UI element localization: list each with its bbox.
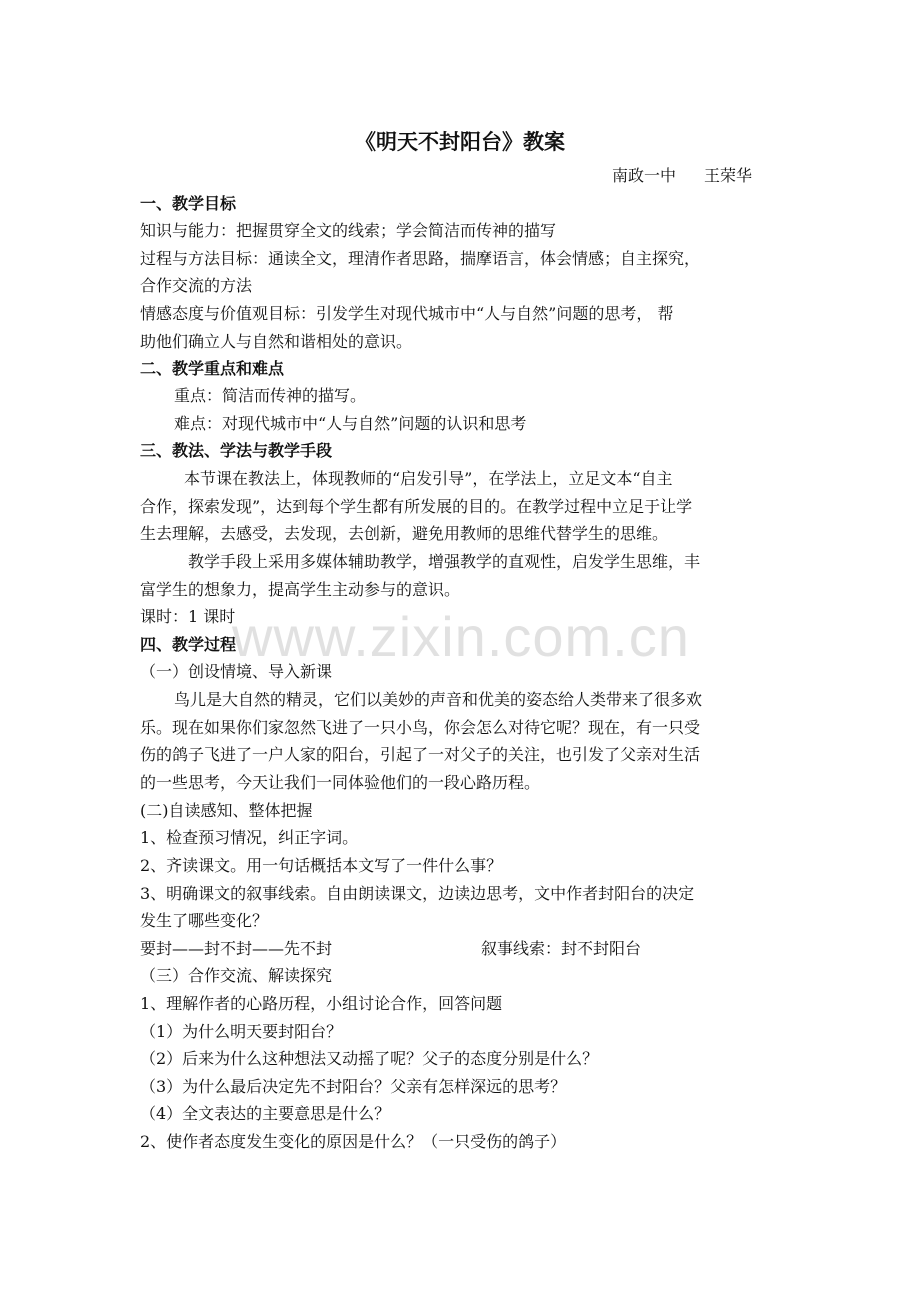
question-item: （3）为什么最后决定先不封阳台？父亲有怎样深远的思考？ [140, 1077, 567, 1096]
body-line: 重点：简洁而传神的描写。 [174, 386, 367, 405]
body-line: 3、明确课文的叙事线索。自由朗读课文，边读边思考，文中作者封阳台的决定 [140, 884, 695, 903]
body-line: 难点：对现代城市中“人与自然”问题的认识和思考 [174, 414, 527, 433]
author-line [612, 166, 812, 186]
body-line: 2、使作者态度发生变化的原因是什么？（一只受伤的鸽子） [140, 1132, 567, 1151]
subsection-heading: (二)自读感知、整体把握 [140, 801, 313, 820]
body-line: 本节课在教法上，体现教师的“启发引导”，在学法上，立足文本“自主 [184, 469, 673, 488]
body-line: 的一些思考，今天让我们一同体验他们的一段心路历程。 [140, 773, 541, 792]
watermark: www.zixin.com.cn [232, 605, 690, 668]
body-line: 乐。现在如果你们家忽然飞进了一只小鸟，你会怎么对待它呢？现在，有一只受 [140, 718, 701, 737]
body-line: 合作交流的方法 [140, 276, 253, 295]
body-line: 助他们确立人与自然和谐相处的意识。 [140, 332, 413, 351]
body-line: 2、齐读课文。用一句话概括本文写了一件什么事？ [140, 856, 503, 875]
subsection-heading: （一）创设情境、导入新课 [140, 662, 333, 681]
question-item: （1）为什么明天要封阳台？ [140, 1022, 343, 1041]
body-line: 1、检查预习情况，纠正字词。 [140, 828, 359, 847]
section-heading-3: 三、教法、学法与教学手段 [140, 441, 333, 460]
subsection-heading: （三）合作交流、解读探究 [140, 966, 333, 985]
section-heading-2: 二、教学重点和难点 [140, 359, 285, 378]
doc-title: 《明天不封阳台》教案 [355, 130, 565, 154]
author-name: 王荣华 [704, 166, 753, 185]
body-line: 合作，探索发现”，达到每个学生都有所发展的目的。在教学过程中立足于让学 [140, 497, 693, 516]
body-line: 要封——封不封——先不封 [140, 939, 333, 958]
narrative-clue: 叙事线索：封不封阳台 [481, 939, 642, 958]
body-line: 富学生的想象力，提高学生主动参与的意识。 [140, 580, 461, 599]
question-item: （4）全文表达的主要意思是什么？ [140, 1104, 391, 1123]
body-line: 伤的鸽子飞进了一户人家的阳台，引起了一对父子的关注，也引发了父亲对生活 [140, 745, 701, 764]
body-line: 1、理解作者的心路历程，小组讨论合作，回答问题 [140, 994, 503, 1013]
author-school: 南政一中 [612, 166, 677, 185]
body-line: 知识与能力：把握贯穿全文的线索；学会简洁而传神的描写 [140, 221, 557, 240]
body-line: 发生了哪些变化？ [140, 911, 269, 930]
class-hours: 课时：1 课时 [140, 607, 236, 626]
body-line: 生去理解，去感受，去发现，去创新，避免用教师的思维代替学生的思维。 [140, 524, 669, 543]
body-line: 情感态度与价值观目标：引发学生对现代城市中“人与自然”问题的思考， 帮 [140, 304, 674, 323]
body-line: 教学手段上采用多媒体辅助教学，增强教学的直观性，启发学生思维，丰 [188, 552, 701, 571]
section-heading-4: 四、教学过程 [140, 635, 237, 654]
question-item: （2）后来为什么这种想法又动摇了呢？父子的态度分别是什么？ [140, 1049, 599, 1068]
body-line: 鸟儿是大自然的精灵，它们以美妙的声音和优美的姿态给人类带来了很多欢 [174, 690, 703, 709]
body-line: 过程与方法目标：通读全文，理清作者思路，揣摩语言，体会情感；自主探究， [140, 249, 701, 268]
section-heading-1: 一、教学目标 [140, 194, 237, 213]
